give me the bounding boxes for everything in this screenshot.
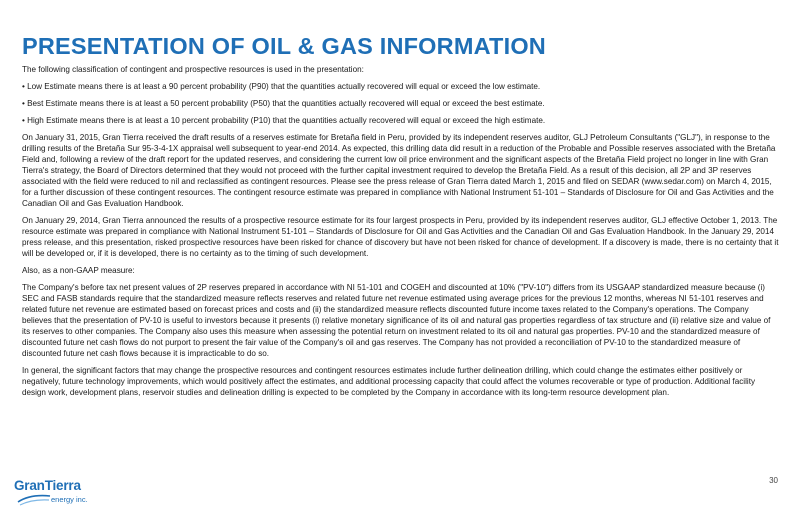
bretana-paragraph: On January 31, 2015, Gran Tierra received the draft results of a reserves estimate for Bretaña field in Peru, provided by its independent reserves auditor, GLJ Petroleum Consultants ("GLJ"), in response to the drilling results of the Bretaña Sur 95-3-4-1X appraisal well subsequent to year-end 2014. As expected, this drilling data did result in a reduction of the Probable and Possible reserves associated with the Bretaña Field and, following a review of the draft report for the updated reserves, and considering the current low oil price environment and the significant aspects of the Bretaña Field project no longer in line with Gran Tierra's strategy, the Board of Directors determined that they would not proceed with the further capital investment required to develop the Bretaña Field. As a result of this decision, all 2P and 3P reserves associated with the field were reduced to nil and reclassified as contingent resources. Please see the press release of Gran Tierra dated March 1, 2015 and filed on SEDAR (www.sedar.com) on March 4, 2015, for a further discussion of these contingent resources. The contingent resource estimate was prepared in compliance with National Instrument 51-101 – Standards of Disclosure for Oil and Gas Activities and the Canadian Oil and Gas Evaluation Handbook. xyxy=(22,133,776,208)
significant-factors-paragraph: In general, the significant factors that may change the prospective resources and contingent resources estimates include further delineation drilling, which could change the estimates either positively or negatively, future technology improvements, which would positively affect the estimates, and additional processing capacity that could affect the volumes recoverable or type of production. Additional facility design work, development plans, reservoir studies and delineation drilling is expected to be completed by the Company in accordance with its long-term resource development plan. xyxy=(22,366,756,397)
bullet-best-estimate: • Best Estimate means there is at least a 50 percent probability (P50) that the quantities actually recovered will equal or exceed the best estimate. xyxy=(22,99,545,108)
bullet-high-estimate: • High Estimate means there is at least a 10 percent probability (P10) that the quantities actually recovered will equal or exceed the high estimate. xyxy=(22,116,546,125)
logo-swoosh-icon xyxy=(16,492,52,506)
prospective-resource-paragraph: On January 29, 2014, Gran Tierra announced the results of a prospective resource estimate for its four largest prospects in Peru, provided by its independent reserves auditor, GLJ effective October 1, 2013. The resource estimate was prepared in compliance with National Instrument 51-101 – Standards of Disclosure for Oil and Gas Activities and the Canadian Oil and Gas Evaluation Handbook. In the January 29, 2014 press release, and this presentation, risked prospective resources have been risked for chance of discovery but have not been risked for chance of development. If a discovery is made, there is no certainty that it will be developed or, if it is developed, there is no certainty as to the timing of such development. xyxy=(22,216,779,258)
page-title: PRESENTATION OF OIL & GAS INFORMATION xyxy=(22,33,546,59)
body-text xyxy=(22,64,780,404)
logo-wordmark: GranTierra xyxy=(14,478,81,493)
non-gaap-heading: Also, as a non-GAAP measure: xyxy=(22,266,135,275)
intro-paragraph: The following classification of contingent and prospective resources is used in the presentation: xyxy=(22,65,364,74)
page-number: 30 xyxy=(769,476,778,485)
company-logo xyxy=(14,478,94,512)
logo-subtitle: energy inc. xyxy=(51,495,88,504)
bullet-low-estimate: • Low Estimate means there is at least a 90 percent probability (P90) that the quantities actually recovered will equal or exceed the low estimate. xyxy=(22,82,541,91)
pv10-paragraph: The Company's before tax net present values of 2P reserves prepared in accordance with NI 51-101 and COGEH and discounted at 10% ("PV-10") differs from its USGAAP standardized measure because (i) SEC and FASB standards require that the standardized measure reflects reserves and related future net revenue estimated using average prices for the previous 12 months, whereas NI 51-101 reserves and related future net revenue are estimated based on forecast prices and costs and (ii) the standardized measure reflects discounted future income taxes related to the Company's operations. The Company believes that the presentation of PV-10 is useful to investors because it presents (i) relative monetary significance of its oil and natural gas properties regardless of tax structure and (ii) relative size and value of its reserves to other companies. The Company also uses this measure when assessing the potential return on investment related to its oil and natural gas properties. PV-10 and the standardized measure of discounted future net cash flows do not purport to present the fair value of the Company's oil and gas reserves. The Company has not provided a reconciliation of PV-10 to the standardized measure of discounted future net cash flows because it is impracticable to do so. xyxy=(22,283,771,358)
